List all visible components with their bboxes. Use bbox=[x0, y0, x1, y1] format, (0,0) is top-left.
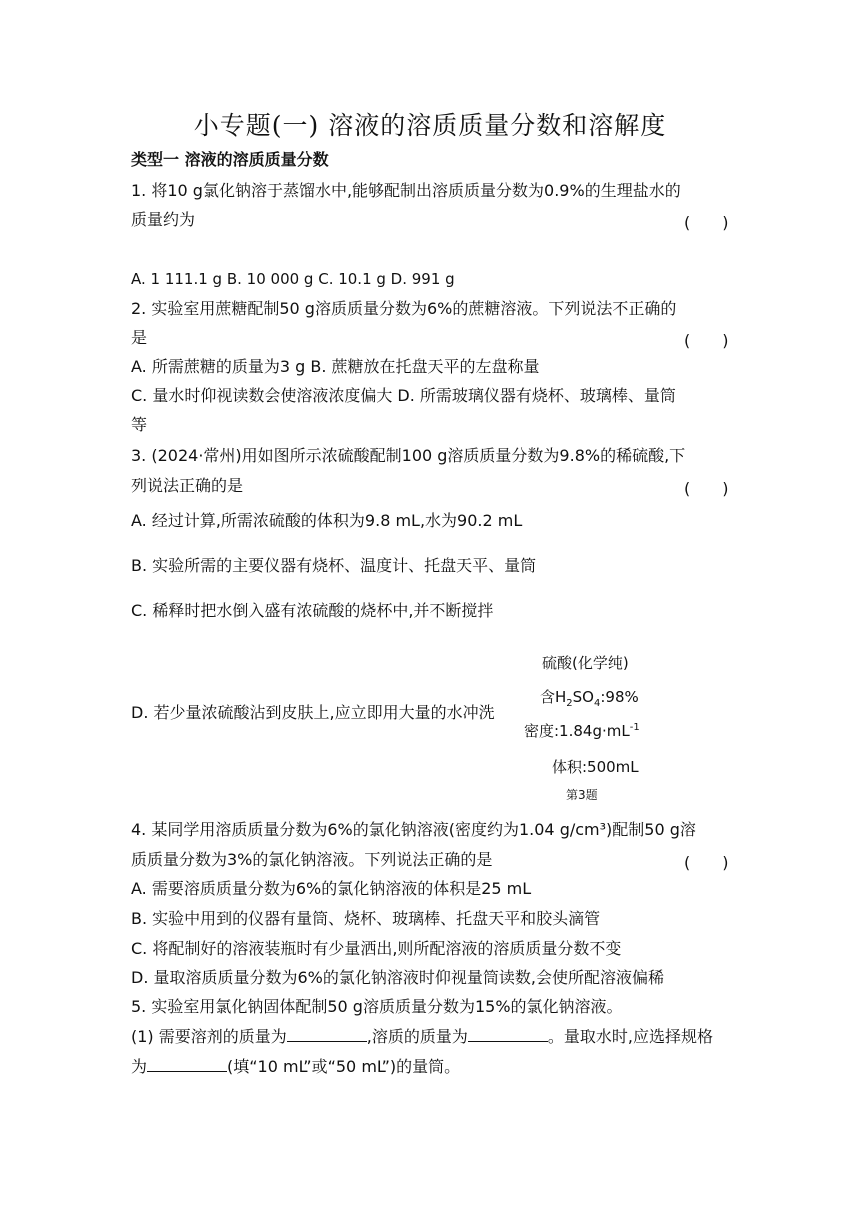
question-2-options-cd-cont: 等 bbox=[131, 415, 148, 434]
question-4-option-a: A. 需要溶质质量分数为6%的氯化钠溶液的体积是25 mL bbox=[131, 879, 532, 898]
label-name: 硫酸(化学纯) bbox=[542, 654, 629, 672]
answer-blank-solute-mass[interactable] bbox=[468, 1027, 548, 1042]
figure-caption: 第3题 bbox=[566, 788, 598, 802]
answer-blank-solvent-mass[interactable] bbox=[287, 1027, 367, 1042]
question-1-options: A. 1 111.1 g B. 10 000 g C. 10.1 g D. 991 g bbox=[131, 270, 455, 288]
question-3-option-a: A. 经过计算,所需浓硫酸的体积为9.8 mL,水为90.2 mL bbox=[131, 511, 523, 530]
question-3-option-c: C. 稀释时把水倒入盛有浓硫酸的烧杯中,并不断搅拌 bbox=[131, 601, 494, 620]
label-volume: 体积:500mL bbox=[552, 758, 639, 776]
question-1-line-1: 1. 将10 g氯化钠溶于蒸馏水中,能够配制出溶质质量分数为0.9%的生理盐水的 bbox=[131, 181, 681, 200]
page-title: 小专题(一) 溶液的溶质质量分数和溶解度 bbox=[193, 111, 667, 140]
question-2-options-cd: C. 量水时仰视读数会使溶液浓度偏大 D. 所需玻璃仪器有烧杯、玻璃棒、量筒 bbox=[131, 386, 676, 405]
question-5-sub-1: (1) 需要溶剂的质量为 ,溶质的质量为 。量取水时,应选择规格 bbox=[131, 1027, 713, 1046]
question-3-option-b: B. 实验所需的主要仪器有烧杯、温度计、托盘天平、量筒 bbox=[131, 556, 537, 575]
question-2-line-1: 2. 实验室用蔗糖配制50 g溶质质量分数为6%的蔗糖溶液。下列说法不正确的 bbox=[131, 299, 677, 318]
question-1-line-2: 质量约为 bbox=[131, 210, 196, 229]
question-2-line-2: 是 bbox=[131, 328, 148, 347]
question-3-option-d: D. 若少量浓硫酸沾到皮肤上,应立即用大量的水冲洗 bbox=[131, 703, 495, 722]
answer-paren-q1: ( ) bbox=[684, 213, 729, 232]
question-5-sub-1-cont: 为 (填“10 mL”或“50 mL”)的量筒。 bbox=[131, 1057, 461, 1076]
question-4-option-d: D. 量取溶质质量分数为6%的氯化钠溶液时仰视量筒读数,会使所配溶液偏稀 bbox=[131, 968, 664, 987]
question-3-line-1: 3. (2024·常州)用如图所示浓硫酸配制100 g溶质质量分数为9.8%的稀硫酸,下 bbox=[131, 446, 686, 465]
question-4-line-2: 质质量分数为3%的氯化钠溶液。下列说法正确的是 bbox=[131, 850, 493, 869]
answer-blank-cylinder-size[interactable] bbox=[147, 1057, 227, 1072]
answer-paren-q4: ( ) bbox=[684, 853, 729, 872]
answer-paren-q3: ( ) bbox=[684, 479, 729, 498]
question-4-option-b: B. 实验中用到的仪器有量筒、烧杯、玻璃棒、托盘天平和胶头滴管 bbox=[131, 909, 601, 928]
label-density: 密度$:1.84g\cdot mL^{-1}$ bbox=[524, 722, 640, 740]
question-4-option-c: C. 将配制好的溶液装瓶时有少量洒出,则所配溶液的溶质质量分数不变 bbox=[131, 939, 622, 958]
label-content: 含$H_2SO_4:98\%$ bbox=[540, 688, 639, 709]
question-2-options-ab: A. 所需蔗糖的质量为3 g B. 蔗糖放在托盘天平的左盘称量 bbox=[131, 357, 540, 376]
answer-paren-q2: ( ) bbox=[684, 331, 729, 350]
question-4-line-1: 4. 某同学用溶质质量分数为6%的氯化钠溶液(密度约为1.04 g/cm³)配制50 g溶 bbox=[131, 820, 696, 839]
question-3-line-2: 列说法正确的是 bbox=[131, 476, 244, 495]
section-heading: 类型一 溶液的溶质质量分数 bbox=[131, 150, 329, 169]
question-5-line-1: 5. 实验室用氯化钠固体配制50 g溶质质量分数为15%的氯化钠溶液。 bbox=[131, 997, 623, 1016]
